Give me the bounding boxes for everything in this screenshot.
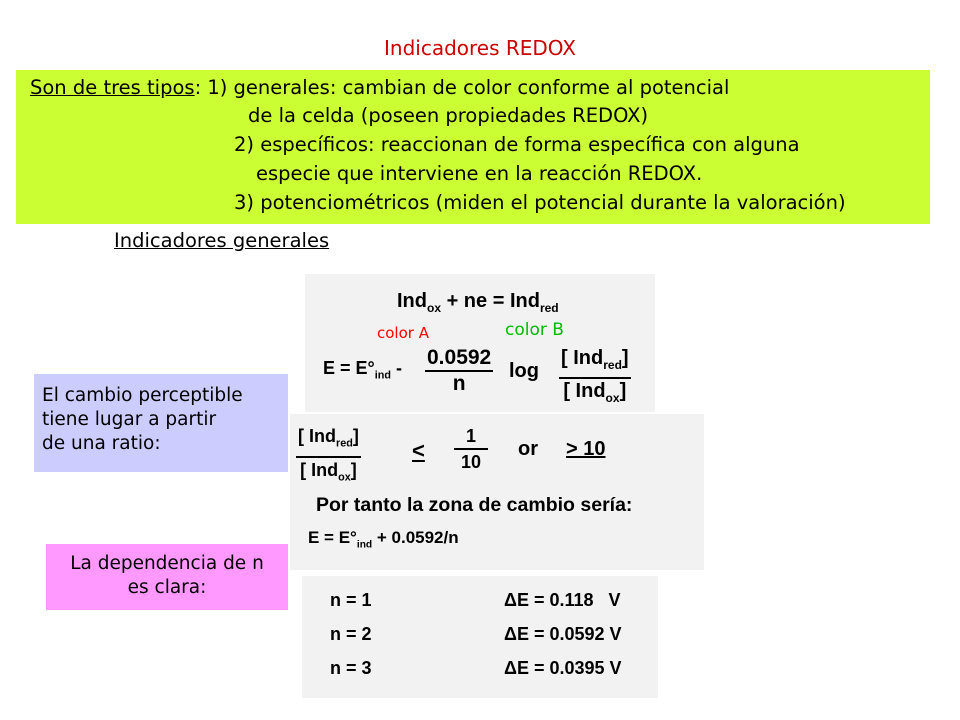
or-word: or xyxy=(518,438,538,460)
color-a-label: color A xyxy=(377,324,429,342)
bracket-left: [ xyxy=(561,347,574,369)
red-subscript: red xyxy=(336,437,353,450)
ox-subscript: ox xyxy=(427,301,442,315)
types-line-2: de la celda (poseen propiedades REDOX) xyxy=(248,104,649,127)
note-line-1: La dependencia de n xyxy=(70,553,264,574)
less-than-or-equal-sign: < xyxy=(412,438,425,463)
log-symbol: log xyxy=(509,360,539,382)
types-line-4: especie que interviene en la reacción REDOX. xyxy=(256,162,703,185)
bracket-left: [ xyxy=(300,459,312,480)
ratio-numerator xyxy=(296,424,361,456)
zone-plus-minus-term: + 0.0592/n xyxy=(372,528,459,547)
zone-text: Por tanto la zona de cambio sería: xyxy=(316,494,633,516)
nernst-factor xyxy=(425,346,493,396)
ox-subscript: ox xyxy=(338,471,351,484)
table-row-n: n = 3 xyxy=(330,658,372,678)
one-tenth xyxy=(454,424,488,474)
indicator-ratio xyxy=(296,424,361,489)
greater-or-equal-ten: > 10 xyxy=(566,438,606,460)
nernst-lhs xyxy=(323,358,402,382)
ratio-denominator xyxy=(296,458,361,490)
bracket-right: ] xyxy=(621,347,629,369)
minus-sign: - xyxy=(395,358,402,378)
bracket-left: [ xyxy=(298,426,309,446)
bracket-left: [ xyxy=(563,380,576,402)
types-line-5: 3) potenciométricos (miden el potencial durante la valoración) xyxy=(234,191,846,214)
red-subscript: red xyxy=(539,301,559,315)
types-lead: Son de tres tipos xyxy=(30,76,195,99)
ind-symbol: Ind xyxy=(311,459,339,480)
zone-e-equals: E = E° xyxy=(308,528,357,547)
table-row-n: n = 1 xyxy=(330,590,372,610)
table-row-n: n = 2 xyxy=(330,624,372,644)
types-line-1 xyxy=(30,76,729,99)
delta-e-table-image xyxy=(302,576,658,698)
concentration-ratio xyxy=(559,346,631,410)
ind-red-symbol: Ind xyxy=(509,290,540,312)
ind-subscript: ind xyxy=(374,369,391,382)
note-line-2: tiene lugar a partir xyxy=(42,409,217,430)
bracket-right: ] xyxy=(350,459,357,480)
note-line-2: es clara: xyxy=(127,577,207,598)
nernst-equation-image xyxy=(305,274,655,412)
table-row-delta-e: ΔE = 0.0395 V xyxy=(504,658,622,678)
zone-ind-subscript: ind xyxy=(356,539,373,551)
table-row-delta-e: ΔE = 0.0592 V xyxy=(504,624,622,644)
ind-symbol: Ind xyxy=(309,426,336,446)
types-line-3: 2) específicos: reaccionan de forma específica con alguna xyxy=(234,133,800,156)
ratio-numerator xyxy=(559,346,631,377)
color-b-label: color B xyxy=(505,320,564,340)
ind-ox-symbol: Ind xyxy=(397,290,427,312)
bracket-right: ] xyxy=(619,380,627,402)
one-tenth-denominator: 10 xyxy=(460,452,482,472)
table-row-delta-e: ΔE = 0.118 V xyxy=(504,590,621,610)
red-subscript: red xyxy=(603,358,622,372)
ox-subscript: ox xyxy=(605,391,620,405)
one-tenth-numerator: 1 xyxy=(465,426,476,446)
perceptible-change-note xyxy=(34,374,288,472)
factor-numerator: 0.0592 xyxy=(427,346,492,369)
ratio-condition-image xyxy=(290,414,704,570)
ind-symbol: Ind xyxy=(575,380,606,402)
bracket-right: ] xyxy=(352,426,359,446)
note-line-1: El cambio perceptible xyxy=(42,385,243,406)
ratio-denominator xyxy=(559,379,631,410)
factor-denominator: n xyxy=(452,372,466,395)
n-dependence-note xyxy=(46,544,288,610)
ind-symbol: Ind xyxy=(573,347,604,369)
zone-equation xyxy=(308,528,459,550)
types-line-1-text: : 1) generales: cambian de color conforme al potencial xyxy=(194,76,730,99)
plus-ne-equals: + ne = xyxy=(441,290,510,312)
e-equals: E = E° xyxy=(323,358,375,378)
section-heading: Indicadores generales xyxy=(114,229,330,252)
indicator-types-box xyxy=(16,70,930,224)
page-title: Indicadores REDOX xyxy=(384,36,576,60)
note-line-3: de una ratio: xyxy=(42,433,161,454)
half-reaction xyxy=(397,290,559,315)
